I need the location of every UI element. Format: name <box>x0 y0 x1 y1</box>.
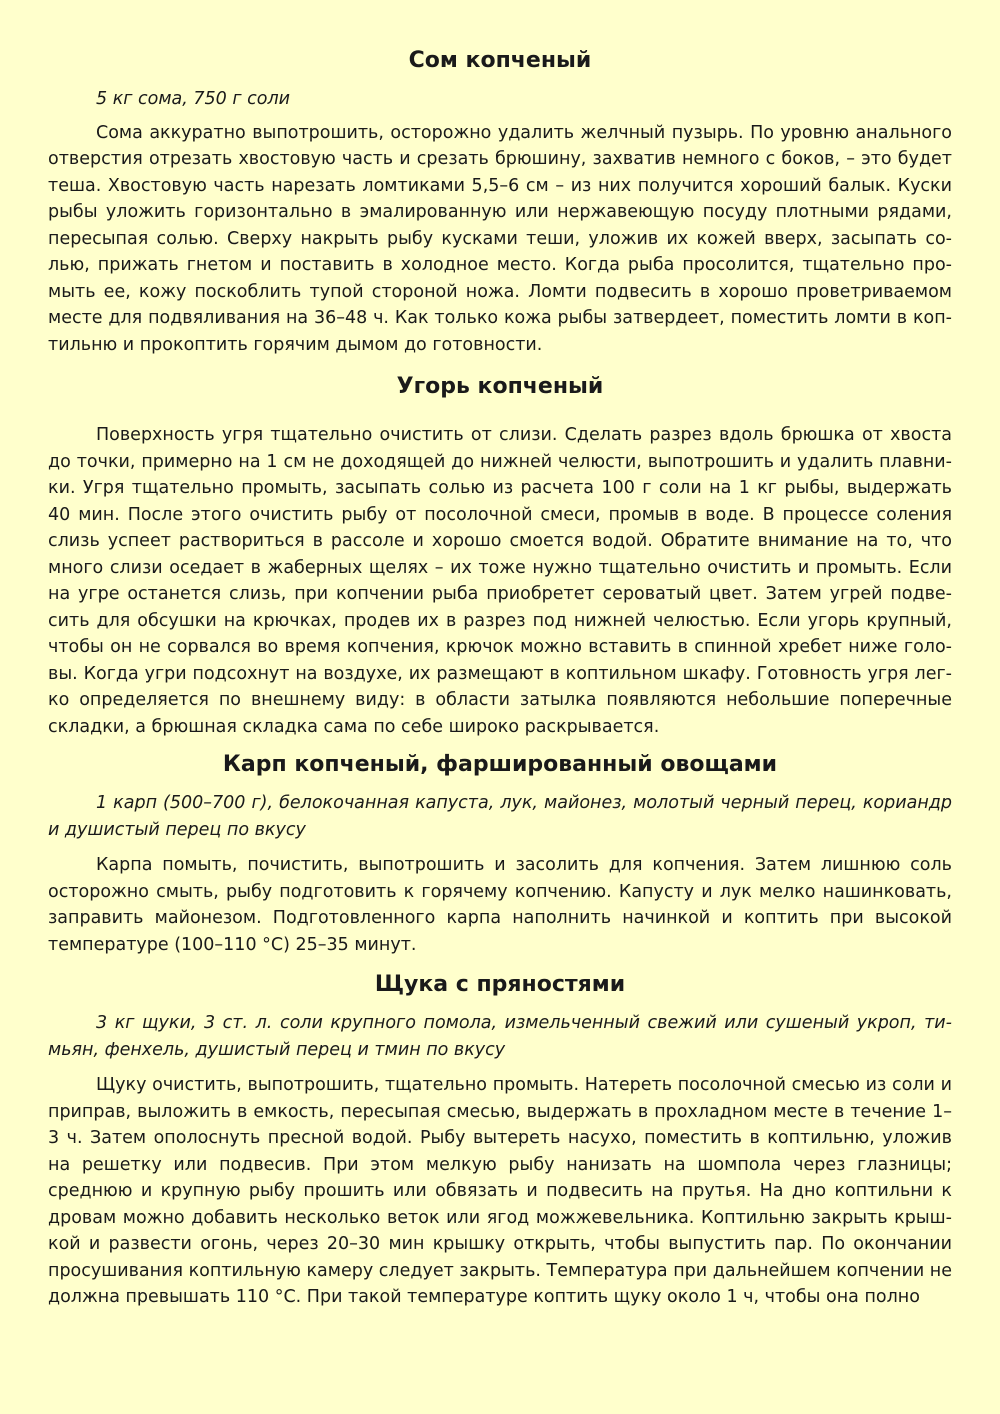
recipe-ingredients: 5 кг сома, 750 г соли <box>96 89 291 109</box>
recipe-smoked-eel <box>48 372 952 740</box>
recipe-title: Сом копченый <box>408 48 592 73</box>
recipe-instructions: Сома аккуратно выпотрошить, осторожно удалить желчный пузырь. По уровню анального отверстия отрезать хвостовую часть и срезать брюшину, захватив немного с боков, – это будет теша. Хвостовую часть нарезать ломтиками 5,5–6 см – из них получится хороший балык. Куски рыбы уложить горизонтально в эмалированную или нержавеющую посуду плотными рядами, пересыпая солью. Сверху накрыть рыбу кусками теши, уложив их кожей вверх, засыпать солью, прижать гнетом и поставить в холодное место. Когда рыба просолится, тщательно промыть ее, кожу поскоблить тупой стороной ножа. Ломти подвесить в хорошо проветриваемом месте для подвяливания на 36–48 ч. Как только кожа рыбы затвердеет, поместить ломти в коптильню и прокоптить горячим дымом до готовности. <box>48 122 952 355</box>
recipe-title: Щука с пряностями <box>374 972 626 997</box>
recipe-ingredients: 1 карп (500–700 г), белокочанная капуста, лук, майонез, молотый черный перец, кориандр и душистый перец по вкусу <box>48 793 952 840</box>
recipe-instructions: Щуку очистить, выпотрошить, тщательно промыть. Натереть посолочной смесью из соли и приправ, выложить в емкость, пересыпая смесью, выдержать в прохладном месте в течение 1–3 ч. Затем ополоснуть пресной водой. Рыбу вытереть насухо, поместить в коптильню, уложив на решетку или подвесив. При этом мелкую рыбу нанизать на шомпола через глазницы; среднюю и крупную рыбу прошить или обвязать и подвесить на прутья. На дно коптильни к дровам можно добавить несколько веток или ягод можжевельника. Коптильню закрыть крышкой и развести огонь, через 20–30 мин крышку открыть, чтобы выпустить пар. По окончании просушивания коптильную камеру следует закрыть. Температура при дальнейшем копчении не должна превышать 110 °С. При такой температуре коптить щуку около 1 ч, чтобы она полно <box>48 1075 952 1307</box>
recipe-instructions: Поверхность угря тщательно очистить от слизи. Сделать разрез вдоль брюшка от хвоста до точки, примерно на 1 см не доходящей до нижней челюсти, выпотрошить и удалить плавники. Угря тщательно промыть, засыпать солью из расчета 100 г соли на 1 кг рыбы, выдержать 40 мин. После этого очистить рыбу от посолочной смеси, промыв в воде. В процессе соления слизь успеет раствориться в рассоле и хорошо смоется водой. Обратите внимание на то, что много слизи оседает в жаберных щелях – их тоже нужно тщательно очистить и промыть. Если на угре останется слизь, при копчении рыба приобретет сероватый цвет. Затем угрей подвесить для обсушки на крючках, продев их в разрез под нижней челюстью. Если угорь крупный, чтобы он не сорвался во время копчения, крючок можно вставить в спинной хребет ниже головы. Когда угри подсохнут на воздухе, их размещают в коптильном шкафу. Готовность угря легко определяется по внешнему виду: в области затылка появляются небольшие поперечные складки, а брюшная складка сама по себе широко раскрывается. <box>48 425 952 737</box>
recipe-smoked-catfish <box>48 46 952 358</box>
recipe-title: Карп копченый, фаршированный овощами <box>222 752 778 777</box>
recipe-smoked-stuffed-carp <box>48 750 952 958</box>
recipe-ingredients: 3 кг щуки, 3 ст. л. соли крупного помола, измельченный свежий или сушеный укроп, тимьян, фенхель, душистый перец и тмин по вкусу <box>48 1013 952 1060</box>
recipe-title: Угорь копченый <box>396 374 604 399</box>
recipe-instructions: Карпа помыть, почистить, выпотрошить и засолить для копчения. Затем лишнюю соль осторожно смыть, рыбу подготовить к горячему копчению. Капусту и лук мелко нашинковать, заправить майонезом. Подготовленного карпа наполнить начинкой и коптить при высокой температуре (100–110 °С) 25–35 минут. <box>48 855 952 955</box>
recipe-spiced-pike <box>48 970 952 1311</box>
